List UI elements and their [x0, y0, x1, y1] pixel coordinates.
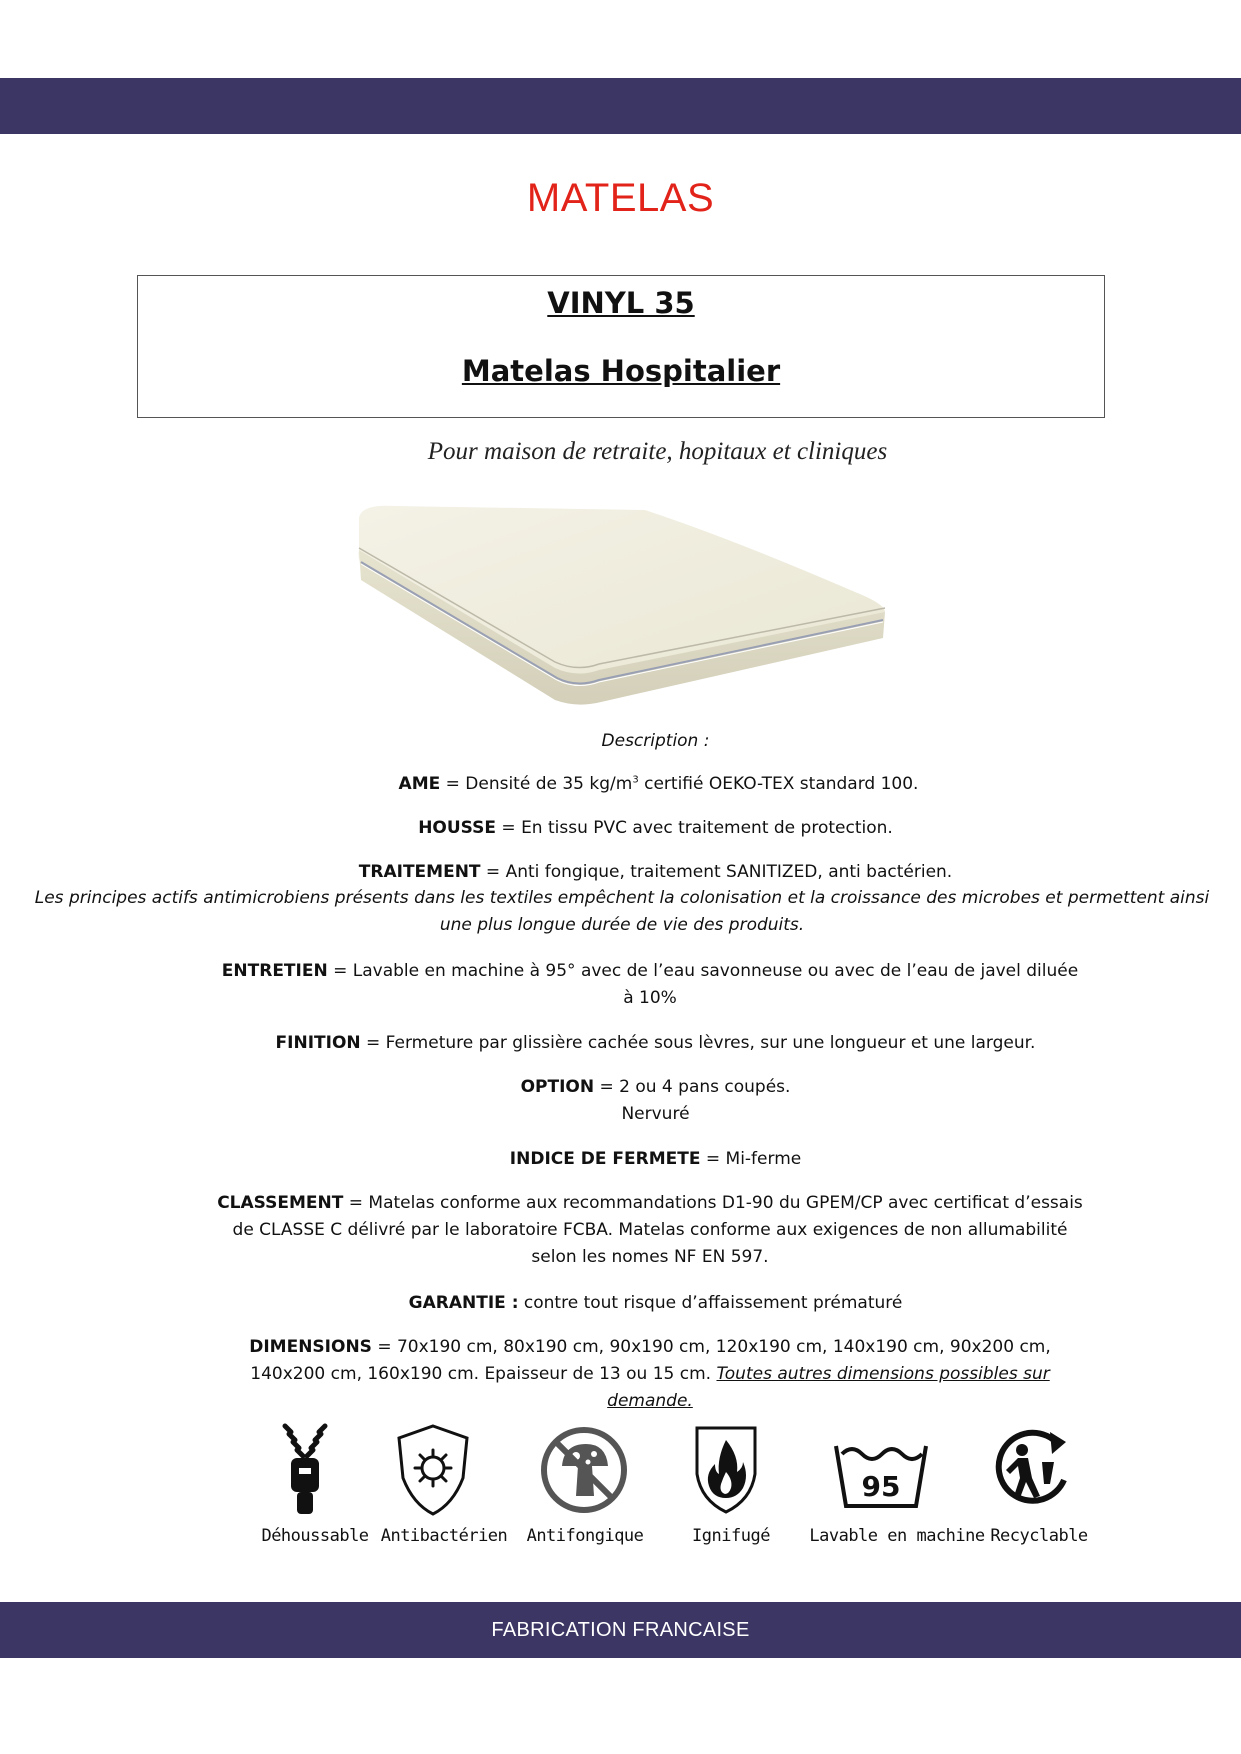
feature-label-recyclable: Recyclable: [990, 1526, 1088, 1546]
classement-text: = Matelas conforme aux recommandations D1-90 du GPEM/CP avec certificat d’essais de CLASSE C délivré par le laboratoire FCBA. Matelas conforme aux exigences de non allumabilité selon les nomes NF EN 597.: [232, 1193, 1083, 1267]
page-title: MATELAS: [526, 176, 715, 220]
product-name: VINYL 35: [547, 286, 695, 320]
ame-line: [38, 771, 1241, 798]
wash-temp-label: 95: [861, 1470, 901, 1503]
classement-label: CLASSEMENT: [217, 1193, 344, 1213]
recycle-person-icon: [988, 1422, 1072, 1518]
description-title: Description :: [601, 731, 710, 751]
option-line: [35, 1074, 1241, 1128]
ame-text-b: certifié OEKO-TEX standard 100.: [638, 774, 919, 794]
option-label: OPTION: [520, 1077, 595, 1097]
traitement-label: TRAITEMENT: [358, 862, 481, 882]
indice-text: = Mi-ferme: [700, 1149, 802, 1169]
feature-label-dehoussable: Déhoussable: [261, 1526, 369, 1546]
tagline: Pour maison de retraite, hopitaux et cliniques: [427, 438, 888, 465]
classement-line: [215, 1190, 1085, 1271]
zipper-icon: [275, 1422, 335, 1518]
option-text-2: Nervuré: [621, 1104, 690, 1124]
product-type: Matelas Hospitalier: [461, 354, 781, 388]
entretien-label: ENTRETIEN: [221, 961, 328, 981]
wash-95-icon: [832, 1422, 930, 1518]
indice-line: [35, 1146, 1241, 1173]
garantie-text: contre tout risque d’affaissement prématuré: [518, 1293, 903, 1313]
indice-label: INDICE DE FERMETE: [509, 1149, 701, 1169]
housse-line: [35, 815, 1241, 842]
dimensions-label: DIMENSIONS: [249, 1337, 372, 1357]
ame-sup: 3: [632, 774, 639, 786]
antibacterial-shield-icon: [393, 1422, 473, 1518]
entretien-text: = Lavable en machine à 95° avec de l’eau savonneuse ou avec de l’eau de javel diluée à 10%: [327, 961, 1079, 1008]
housse-text: = En tissu PVC avec traitement de protection.: [496, 818, 893, 838]
mattress-image: [355, 500, 895, 710]
feature-label-antifongique: Antifongique: [526, 1526, 644, 1546]
feature-label-ignifuge: Ignifugé: [692, 1526, 770, 1546]
feature-label-lavable: Lavable en machine: [809, 1526, 985, 1546]
traitement-line: [35, 859, 1241, 886]
footer-text: FABRICATION FRANCAISE: [491, 1618, 750, 1641]
dimensions-line: [215, 1334, 1085, 1415]
housse-label: HOUSSE: [418, 818, 497, 838]
no-mushroom-icon: [538, 1422, 630, 1518]
garantie-line: [35, 1290, 1241, 1317]
feature-label-antibacterien: Antibactérien: [380, 1526, 508, 1546]
entretien-line: [215, 958, 1085, 1012]
garantie-label: GARANTIE :: [408, 1293, 519, 1313]
traitement-note: Les principes actifs antimicrobiens présents dans les textiles empêchent la colonisation et la croissance des microbes et permettent ainsi une plus longue durée de vie des produits.: [34, 888, 1210, 935]
ame-label: AME: [398, 774, 441, 794]
product-title-box: [137, 275, 1105, 418]
flame-shield-icon: [693, 1422, 759, 1518]
option-text: = 2 ou 4 pans coupés.: [594, 1077, 791, 1097]
dimensions-text: = 70x190 cm, 80x190 cm, 90x190 cm, 120x190 cm, 140x190 cm, 90x200 cm, 140x200 cm, 160x190 cm. Epaisseur de 13 ou 15 cm.: [250, 1337, 1051, 1384]
ame-text-a: = Densité de 35 kg/m: [440, 774, 633, 794]
traitement-text: = Anti fongique, traitement SANITIZED, anti bactérien.: [480, 862, 953, 882]
top-band: [0, 78, 1241, 134]
dimensions-note: Toutes autres dimensions possibles sur demande.: [607, 1364, 1050, 1411]
footer-band: [0, 1602, 1241, 1658]
finition-line: [35, 1030, 1241, 1057]
finition-label: FINITION: [275, 1033, 361, 1053]
finition-text: = Fermeture par glissière cachée sous lèvres, sur une longueur et une largeur.: [360, 1033, 1036, 1053]
